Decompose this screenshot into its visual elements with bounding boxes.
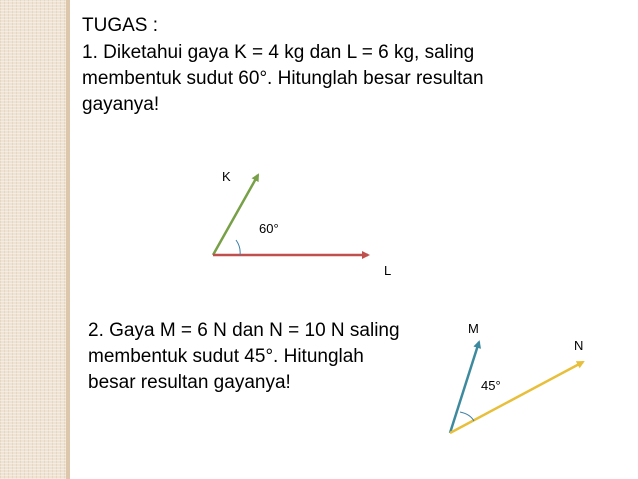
angle-label-45: 45° [481, 378, 501, 393]
question-1-text: 1. Diketahui gaya K = 4 kg dan L = 6 kg, saling membentuk sudut 60°. Hitunglah besar resultan gayanya! [82, 42, 484, 115]
angle-arc-60 [236, 240, 240, 255]
diagram-1 [213, 169, 391, 278]
vector-n-label: N [574, 338, 584, 353]
vector-k-arrow [213, 175, 258, 255]
vector-m-label: M [468, 321, 479, 336]
angle-arc-45 [460, 412, 474, 421]
vector-l-label: L [384, 263, 392, 278]
question-2-text: 2. Gaya M = 6 N dan N = 10 N saling membentuk sudut 45°. Hitunglah besar resultan gayanya! [88, 320, 400, 393]
diagram-2 [450, 321, 583, 433]
angle-label-60: 60° [259, 221, 279, 236]
vector-k-label: K [222, 169, 231, 184]
task-heading: TUGAS : [82, 15, 159, 36]
